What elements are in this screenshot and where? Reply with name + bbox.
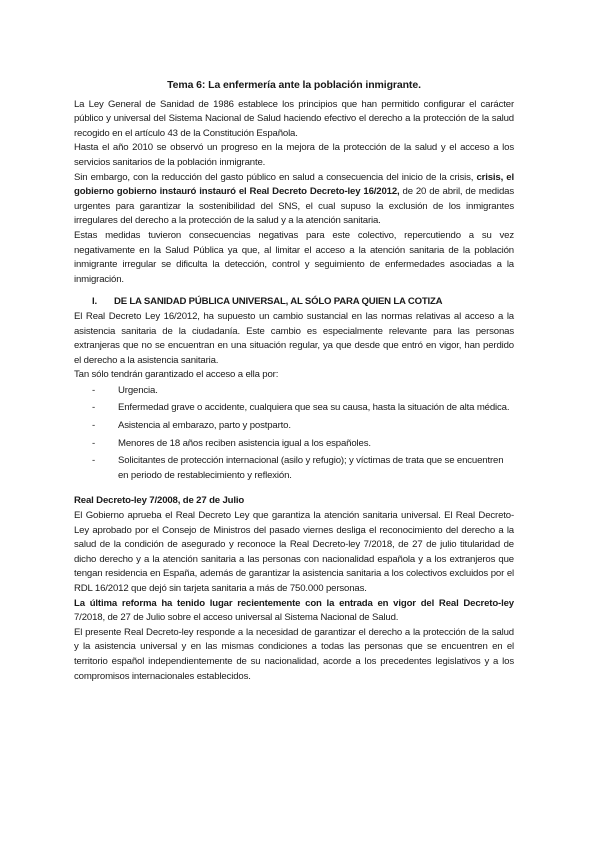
list-item-text: Asistencia al embarazo, parto y postparto. bbox=[118, 420, 291, 432]
consequences-paragraph: Estas medidas tuvieron consecuencias negativas para este colectivo, repercutiendo a su vez negativamente en la Salud Pública ya que, al limitar el acceso a la atención sanitaria de la población inmigrante irregular se dificulta la detección, control y seguimiento de enfermedades asociadas a la inmigración. bbox=[74, 229, 514, 285]
spacer bbox=[74, 287, 514, 295]
document-title: Tema 6: La enfermería ante la población inmigrante. bbox=[167, 79, 421, 91]
list-marker: - bbox=[92, 402, 96, 414]
list-item bbox=[74, 419, 514, 434]
intro-paragraph-2: Hasta el año 2010 se observó un progreso en la mejora de la protección de la salud y el acceso a los servicios sanitarios de la población inmigrante. bbox=[74, 142, 514, 168]
list-item-text: Urgencia. bbox=[118, 384, 158, 396]
list-item-text: Solicitantes de protección internacional (asilo y refugio); y víctimas de trata que se encuentren en periodo de restablecimiento y reflexión. bbox=[118, 455, 504, 481]
crisis-text-1: Sin embargo, con la reducción del gasto público en salud a consecuencia del inicio de la crisis, bbox=[74, 171, 477, 183]
section-2-paragraph-3: El presente Real Decreto-ley responde a la necesidad de garantizar el derecho a la protección de la salud y la asistencia universal y en las mismas condiciones a todas las personas que se encuentren en el territorio español independientemente de su nacionalidad, acorde a los precedentes legislativos y a los compromisos internacionales establecidos. bbox=[74, 626, 514, 682]
list-marker: - bbox=[92, 384, 96, 396]
list-item bbox=[74, 454, 514, 483]
list-marker: - bbox=[92, 437, 96, 449]
reform-text-bold: La última reforma ha tenido lugar recientemente con la entrada en vigor del Real Decreto-ley bbox=[74, 597, 514, 609]
reform-text-rest: 7/2018, de 27 de Julio sobre el acceso universal al Sistema Nacional de Salud. bbox=[74, 612, 399, 624]
document-page bbox=[74, 78, 514, 684]
spacer bbox=[74, 486, 514, 494]
section-1-paragraph: El Real Decreto Ley 16/2012, ha supuesto un cambio sustancial en las normas relativas al acceso a la asistencia sanitaria de la ciudadanía. Este cambio es especialmente relevante para las personas extranjeras que no se encuentran en una situación regular, ya que desde que entró en vigor, han perdido el derecho a la asistencia sanitaria. bbox=[74, 310, 514, 366]
crisis-paragraph bbox=[74, 171, 514, 229]
access-list bbox=[74, 384, 514, 484]
list-item-text: Enfermedad grave o accidente, cualquiera que sea su causa, hasta la situación de alta médica. bbox=[118, 402, 510, 414]
section-2-paragraph-1: El Gobierno aprueba el Real Decreto Ley que garantiza la atención sanitaria universal. El Real Decreto-Ley aprobado por el Consejo de Ministros del pasado viernes desliga el reconocimiento del derecho a la salud de la condición de asegurado y reconoce la Real Decreto-ley 7/2018, de 27 de julio titularidad de dicho derecho y a la atención sanitaria a las personas con nacionalidad española y a los extranjeros que tengan residencia en España, además de garantizar la asistencia sanitaria a los colectivos excluidos por el RDL 16/2012 que dejó sin tarjeta sanitaria a más de 750.000 personas. bbox=[74, 510, 514, 594]
section-1-number: I. bbox=[92, 296, 97, 308]
section-2-heading: Real Decreto-ley 7/2008, de 27 de Julio bbox=[74, 495, 245, 507]
reform-paragraph bbox=[74, 597, 514, 626]
list-marker: - bbox=[92, 420, 96, 432]
crisis-text-bold: crisis, el gobierno gobierno instauró instauró el Real Decreto Decreto-ley 16/2012, bbox=[74, 171, 514, 198]
intro-paragraph-1: La Ley General de Sanidad de 1986 establece los principios que han permitido configurar el carácter público y universal del Sistema Nacional de Salud haciendo efectivo el derecho a la protección de la salud recogido en el artículo 43 de la Constitución Española. bbox=[74, 98, 514, 139]
list-item bbox=[74, 437, 514, 452]
section-1-title: DE LA SANIDAD PÚBLICA UNIVERSAL, AL SÓLO PARA QUIEN LA COTIZA bbox=[114, 296, 443, 308]
list-item bbox=[74, 384, 514, 399]
section-1-heading bbox=[74, 295, 514, 310]
list-marker: - bbox=[92, 455, 96, 467]
list-intro: Tan sólo tendrán garantizado el acceso a ella por: bbox=[74, 369, 279, 381]
list-item bbox=[74, 401, 514, 416]
crisis-text-2: de 20 de abril, de medidas urgentes para garantizar la sostenibilidad del SNS, el cual supuso la exclusión de los inmigrantes irregulares del derecho a la protección de la salud y a la atención sanitaria. bbox=[74, 186, 514, 227]
list-item-text: Menores de 18 años reciben asistencia igual a los españoles. bbox=[118, 437, 371, 449]
